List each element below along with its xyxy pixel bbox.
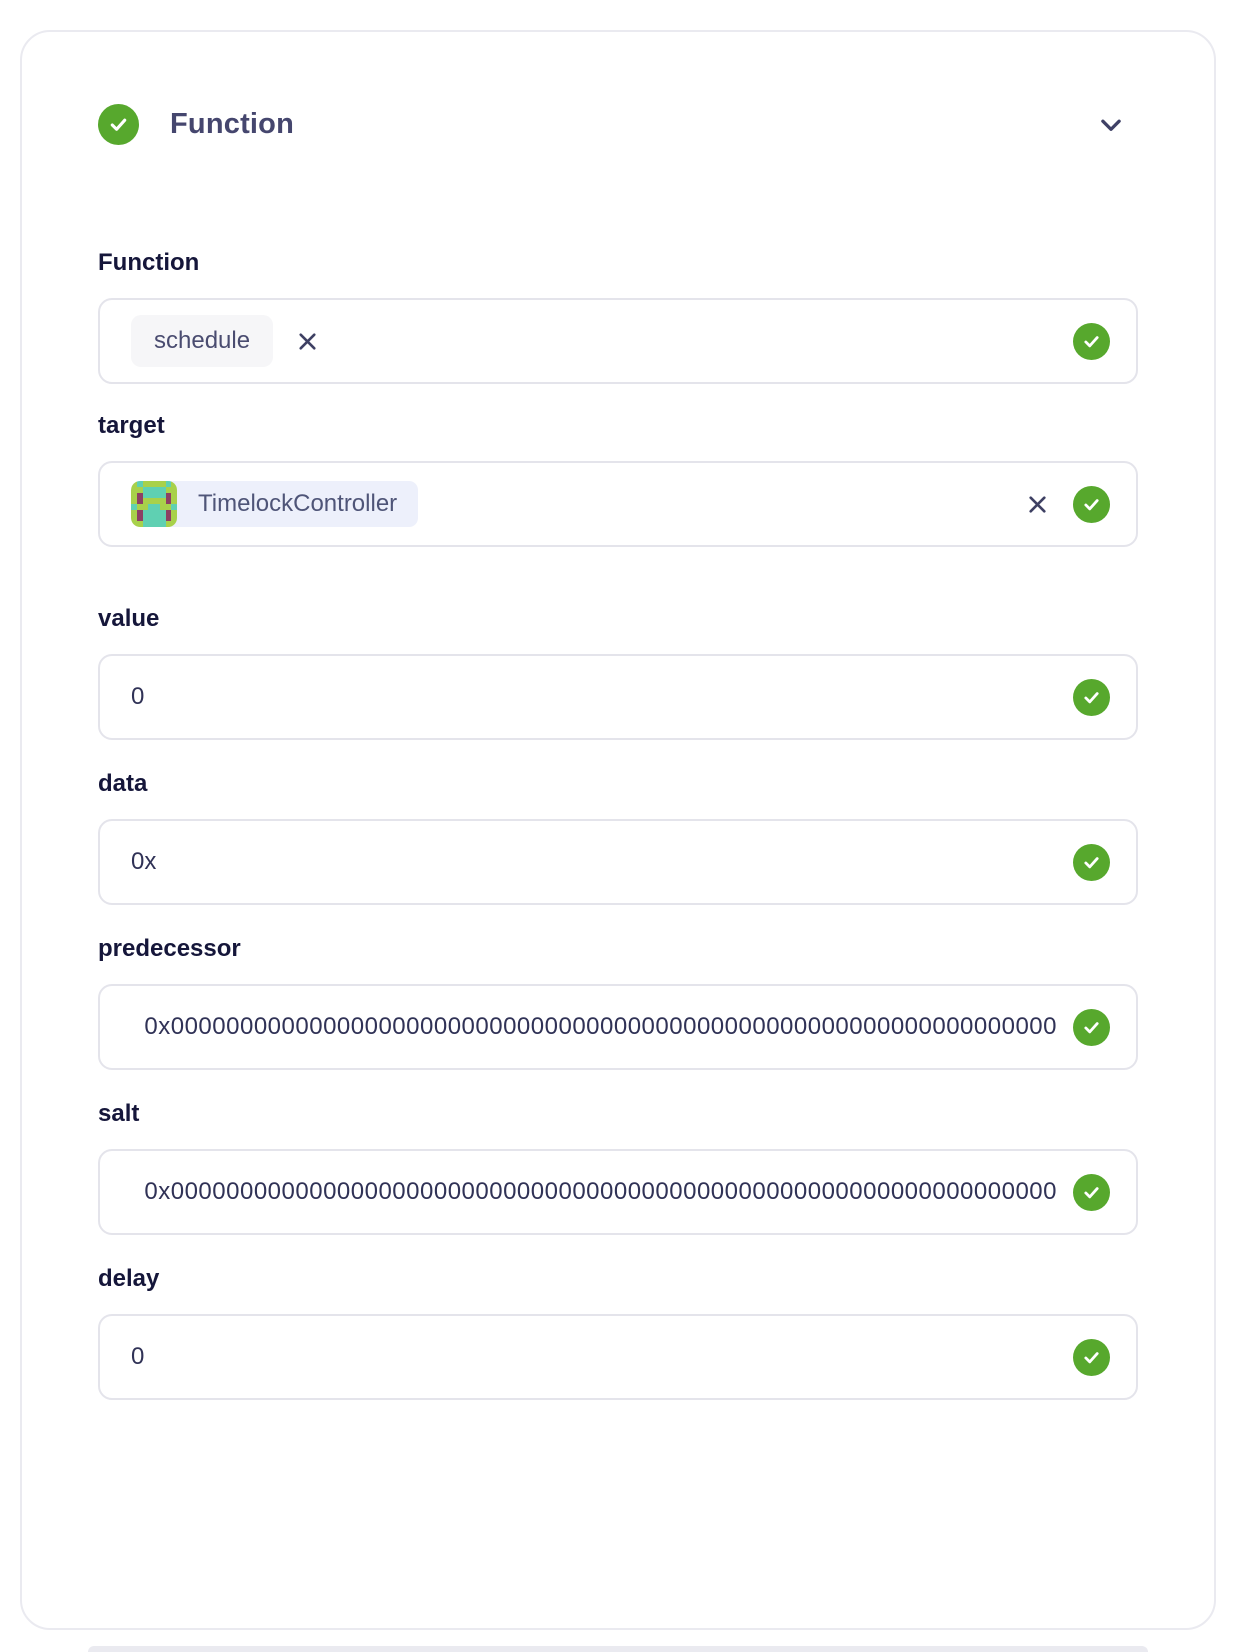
field-label-salt: salt <box>98 1100 140 1127</box>
function-valid-check-icon <box>1073 323 1110 360</box>
delay-input-text: 0 <box>131 1343 145 1370</box>
field-label-target: target <box>98 412 165 439</box>
card-header <box>98 104 1138 145</box>
data-input-text: 0x <box>131 848 157 875</box>
value-input-text: 0 <box>131 683 145 710</box>
predecessor-input-text: 0x0000000000000000000000000000000000000000000000000000000000000000 <box>144 1013 1057 1040</box>
target-valid-check-icon <box>1073 486 1110 523</box>
remove-function-x-icon[interactable] <box>296 330 319 353</box>
field-label-data: data <box>98 770 148 797</box>
delay-valid-check-icon <box>1073 1339 1110 1376</box>
delay-input[interactable] <box>98 1314 1138 1400</box>
field-group-target <box>98 412 1138 547</box>
contract-name: TimelockController <box>198 490 398 517</box>
data-valid-check-icon <box>1073 844 1110 881</box>
function-chip: schedule <box>131 315 273 367</box>
remove-target-x-icon[interactable] <box>1026 493 1049 516</box>
predecessor-input[interactable] <box>98 984 1138 1070</box>
field-group-data <box>98 770 1138 905</box>
salt-valid-check-icon <box>1073 1174 1110 1211</box>
chevron-down-icon[interactable] <box>1098 112 1124 138</box>
card-title: Function <box>170 108 295 140</box>
field-group-delay <box>98 1265 1138 1400</box>
field-group-function <box>98 249 1138 384</box>
target-input[interactable] <box>98 461 1138 547</box>
function-form <box>98 249 1138 1400</box>
predecessor-valid-check-icon <box>1073 1009 1110 1046</box>
target-contract-chip <box>131 481 418 527</box>
salt-input[interactable] <box>98 1149 1138 1235</box>
data-input[interactable] <box>98 819 1138 905</box>
contract-identicon <box>131 481 177 527</box>
field-group-predecessor <box>98 935 1138 1070</box>
field-label-delay: delay <box>98 1265 160 1292</box>
field-group-value <box>98 605 1138 740</box>
value-input[interactable] <box>98 654 1138 740</box>
salt-input-text: 0x0000000000000000000000000000000000000000000000000000000000000000 <box>144 1178 1057 1205</box>
field-label-value: value <box>98 605 160 632</box>
field-group-salt <box>98 1100 1138 1235</box>
next-card-top-edge <box>88 1646 1148 1652</box>
function-card <box>20 30 1216 1630</box>
value-valid-check-icon <box>1073 679 1110 716</box>
field-label-predecessor: predecessor <box>98 935 241 962</box>
function-input[interactable] <box>98 298 1138 384</box>
check-circle-icon <box>98 104 139 145</box>
field-label-function: Function <box>98 249 200 276</box>
